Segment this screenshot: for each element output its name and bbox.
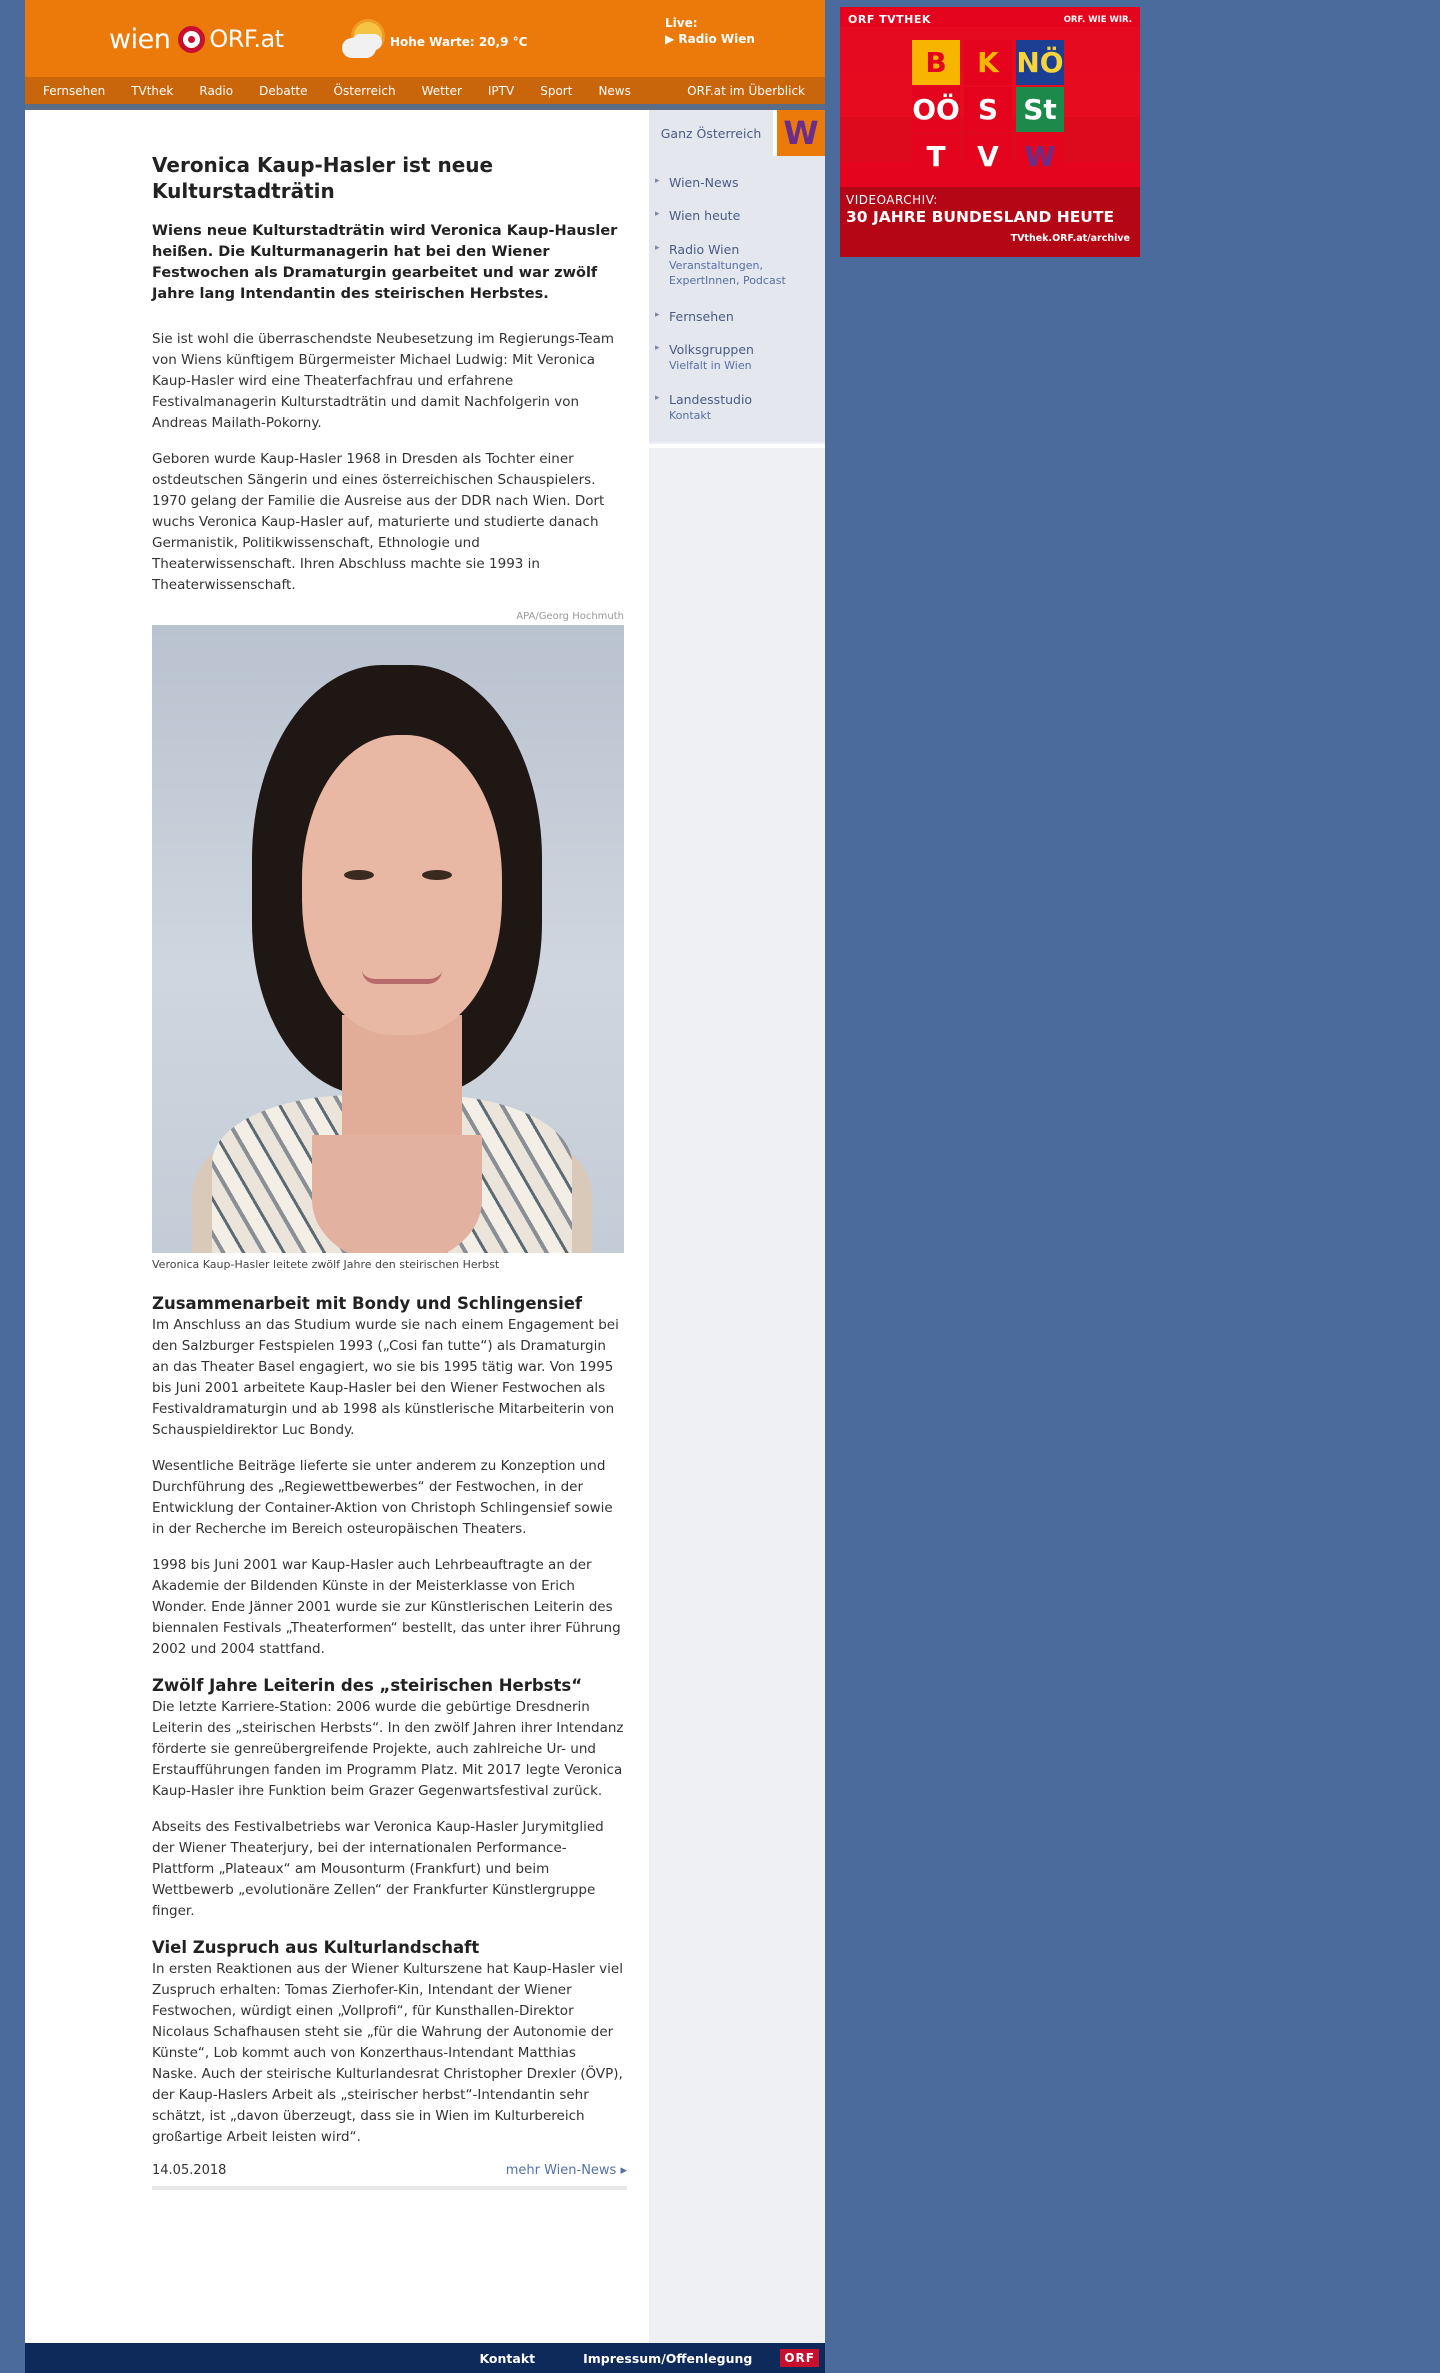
- header-bar: [25, 0, 825, 77]
- article-paragraph: 1998 bis Juni 2001 war Kaup-Hasler auch Lehrbeauftragte an der Akademie der Bildenden Künste in der Meisterklasse von Erich Wonder. Ende Jänner 2001 wurde sie zur Künstlerischen Leiterin des biennalen Festivals „Theaterformen“ bestellt, das unter ihrer Führung 2002 und 2004 stattfand.: [152, 1557, 621, 1657]
- ad-url: TVthek.ORF.at/archive: [1010, 233, 1130, 244]
- nav-overview-link[interactable]: ORF.at im Überblick: [687, 83, 805, 98]
- article-lead: Wiens neue Kulturstadträtin wird Veronica Kaup-Hausler heißen. Die Kulturmanagerin hat bei den Wiener Festwochen als Dramaturgin gearbeitet und war zwölf Jahre lang Intendantin des steirischen Herbstes.: [152, 223, 618, 302]
- ad-headline: 30 JAHRE BUNDESLAND HEUTE: [846, 208, 1115, 226]
- nav-item-debatte[interactable]: Debatte: [259, 83, 308, 98]
- ad-slogan: ORF. WIE WIR.: [1063, 15, 1132, 25]
- nav-item-iptv[interactable]: IPTV: [487, 83, 515, 98]
- article-subheading: Zwölf Jahre Leiterin des „steirischen Herbsts“: [152, 1676, 583, 1695]
- weather-text: Hohe Warte: 20,9 °C: [390, 35, 528, 49]
- logo-brand: ORF.at: [209, 25, 284, 53]
- sidebar-divider: [649, 444, 825, 448]
- live-label: Live:: [665, 16, 698, 30]
- article-subheading: Zusammenarbeit mit Bondy und Schlingensief: [152, 1294, 583, 1313]
- sidebar-item-fernsehen[interactable]: ▸ Fernsehen: [669, 309, 734, 324]
- logo-city: wien: [109, 23, 171, 55]
- main-nav: [25, 77, 825, 104]
- sidebar-item-sub[interactable]: Kontakt: [669, 409, 712, 422]
- sidebar-item-sub[interactable]: Vielfalt in Wien: [669, 359, 752, 372]
- article-paragraph: Die letzte Karriere-Station: 2006 wurde die gebürtige Dresdnerin Leiterin des „steirischen Herbsts“. In den zwölf Jahren ihrer Intendanz förderte sie genreübergreifende Projekte, auch zahlreiche Ur- und Erstaufführungen fanden im Programm Platz. Mit 2017 legte Veronica Kaup-Hasler ihre Funktion beim Grazer Gegenwartsfestival zurück.: [152, 1699, 624, 1799]
- article-paragraph: Abseits des Festivalbetriebs war Veronica Kaup-Hasler Jurymitglied der Wiener Theaterjury, bei der internationalen Performance-Plattform „Plateaux“ am Mousonturm (Frankfurt) und beim Wettbewerb „evolutionäre Zellen“ der Frankfurter Künstlergruppe finger.: [152, 1819, 604, 1919]
- region-switcher: [649, 110, 825, 156]
- ad-letter-cell: S: [964, 87, 1012, 132]
- region-badge-vienna[interactable]: W: [777, 110, 825, 156]
- photo-caption: Veronica Kaup-Hasler leitete zwölf Jahre den steirischen Herbst: [152, 1258, 500, 1271]
- sidebar-item-wien-news[interactable]: ▸ Wien-News: [669, 175, 738, 190]
- ad-letter-cell: K: [964, 40, 1012, 85]
- nav-item-oesterreich[interactable]: Österreich: [333, 83, 396, 98]
- ad-letter-cell: B: [912, 40, 960, 85]
- article-subheading: Viel Zuspruch aus Kulturlandschaft: [152, 1938, 480, 1957]
- sidebar-item-wien-heute[interactable]: ▸ Wien heute: [669, 208, 740, 223]
- photo-credit: APA/Georg Hochmuth: [516, 611, 624, 622]
- nav-item-radio[interactable]: Radio: [199, 83, 234, 98]
- partly-cloudy-icon: [340, 20, 384, 64]
- footer-contact-link[interactable]: Kontakt: [479, 2350, 536, 2366]
- ad-head: ORF TVTHEK: [848, 13, 931, 26]
- nav-item-tvthek[interactable]: TVthek: [131, 83, 174, 98]
- sidebar-item-volksgruppen[interactable]: ▸ Volksgruppen Vielfalt in Wien: [669, 342, 754, 373]
- sidebar-item-radio-wien[interactable]: ▸ Radio Wien Veranstaltungen, ExpertInnen, Podcast: [669, 242, 819, 288]
- sidebar-item-landesstudio[interactable]: ▸ Landesstudio Kontakt: [669, 392, 752, 423]
- article-title: Veronica Kaup-Hasler ist neue Kulturstadträtin: [152, 153, 494, 203]
- weather-widget[interactable]: [340, 20, 527, 64]
- ad-letter-grid: [912, 40, 1064, 180]
- ad-letter-cell: T: [912, 134, 960, 179]
- article-paragraph: Sie ist wohl die überraschendste Neubesetzung im Regierungs-Team von Wiens künftigem Bürgermeister Michael Ludwig: Mit Veronica Kaup-Hasler wird eine Theaterfachfrau und erfahrene Festivalmanagerin Kulturstadträtin und damit Nachfolgerin von Andreas Mailath-Pokorny.: [152, 331, 615, 431]
- tvthek-ad-banner[interactable]: [840, 7, 1140, 257]
- nav-item-news[interactable]: News: [598, 83, 631, 98]
- page-container: [25, 0, 825, 2373]
- ad-subtitle: VIDEOARCHIV:: [846, 193, 938, 207]
- article-date: 14.05.2018: [152, 2163, 227, 2178]
- site-logo[interactable]: [109, 22, 284, 56]
- article-paragraph: Wesentliche Beiträge lieferte sie unter anderem zu Konzeption und Durchführung des „Regiewettbewerbes“ der Festwochen, in der Entwicklung der Container-Aktion von Christoph Schlingensief sowie in der Recherche im Bereich osteuropäischen Theaters.: [152, 1458, 613, 1537]
- live-radio-link[interactable]: ▶ Radio Wien: [665, 32, 755, 46]
- more-news-link[interactable]: mehr Wien-News ▸: [505, 2163, 627, 2178]
- article: [152, 152, 627, 2190]
- sidebar: [649, 110, 825, 2343]
- nav-item-sport[interactable]: Sport: [540, 83, 573, 98]
- footer-bar: [25, 2343, 825, 2373]
- article-paragraph: Im Anschluss an das Studium wurde sie nach einem Engagement bei den Salzburger Festspielen 1993 („Cosi fan tutte“) als Dramaturgin an das Theater Basel engagiert, wo sie bis 1995 tätig war. Von 1995 bis Juni 2001 arbeitete Kaup-Hasler bei den Wiener Festwochen als Festivaldramaturgin und ab 1998 als künstlerische Mitarbeiterin von Schauspieldirektor Luc Bondy.: [152, 1317, 619, 1438]
- ad-letter-cell: V: [964, 134, 1012, 179]
- ad-letter-cell: W: [1016, 134, 1064, 179]
- ad-letter-cell: OÖ: [912, 87, 960, 132]
- article-paragraph: In ersten Reaktionen aus der Wiener Kulturszene hat Kaup-Hasler viel Zuspruch erhalten: Tomas Zierhofer-Kin, Intendant der Wiener Festwochen, würdigt einen „Vollprofi“, für Kunsthallen-Direktor Nicolaus Schafhausen steht sie „für die Wahrung der Autonomie der Künste“, Lob kommt auch von Konzerthaus-Intendant Matthias Naske. Auch der steirische Kulturlandesrat Christopher Drexler (ÖVP), der Kaup-Haslers Arbeit als „steirischer herbst“-Intendantin sehr schätzt, ist „davon überzeugt, dass sie in Wien im Kulturbereich großartige Arbeit leisten wird“.: [152, 1961, 623, 2145]
- ad-letter-cell: St: [1016, 87, 1064, 132]
- article-paragraph: Geboren wurde Kaup-Hasler 1968 in Dresden als Tochter einer ostdeutschen Sängerin und eines österreichischen Schauspielers. 1970 gelang der Familie die Ausreise aus der DDR nach Wien. Dort wuchs Veronica Kaup-Hasler auf, maturierte und studierte danach Germanistik, Politikwissenschaft, Ethnologie und Theaterwissenschaft. Ihren Abschluss machte sie 1993 in Theaterwissenschaft.: [152, 451, 605, 593]
- nav-item-fernsehen[interactable]: Fernsehen: [43, 83, 106, 98]
- sidebar-nav: [649, 156, 825, 442]
- orf-eye-icon: [178, 26, 205, 53]
- live-radio: [665, 15, 755, 47]
- region-tab-austria[interactable]: Ganz Österreich: [649, 110, 773, 156]
- orf-logo[interactable]: ORF: [780, 2349, 819, 2367]
- article-photo: [152, 625, 624, 1253]
- sidebar-item-sub[interactable]: Veranstaltungen, ExpertInnen, Podcast: [669, 259, 786, 287]
- article-footer: [152, 2163, 627, 2190]
- nav-item-wetter[interactable]: Wetter: [421, 83, 462, 98]
- ad-letter-cell: NÖ: [1016, 40, 1064, 85]
- footer-imprint-link[interactable]: Impressum/Offenlegung: [583, 2350, 753, 2366]
